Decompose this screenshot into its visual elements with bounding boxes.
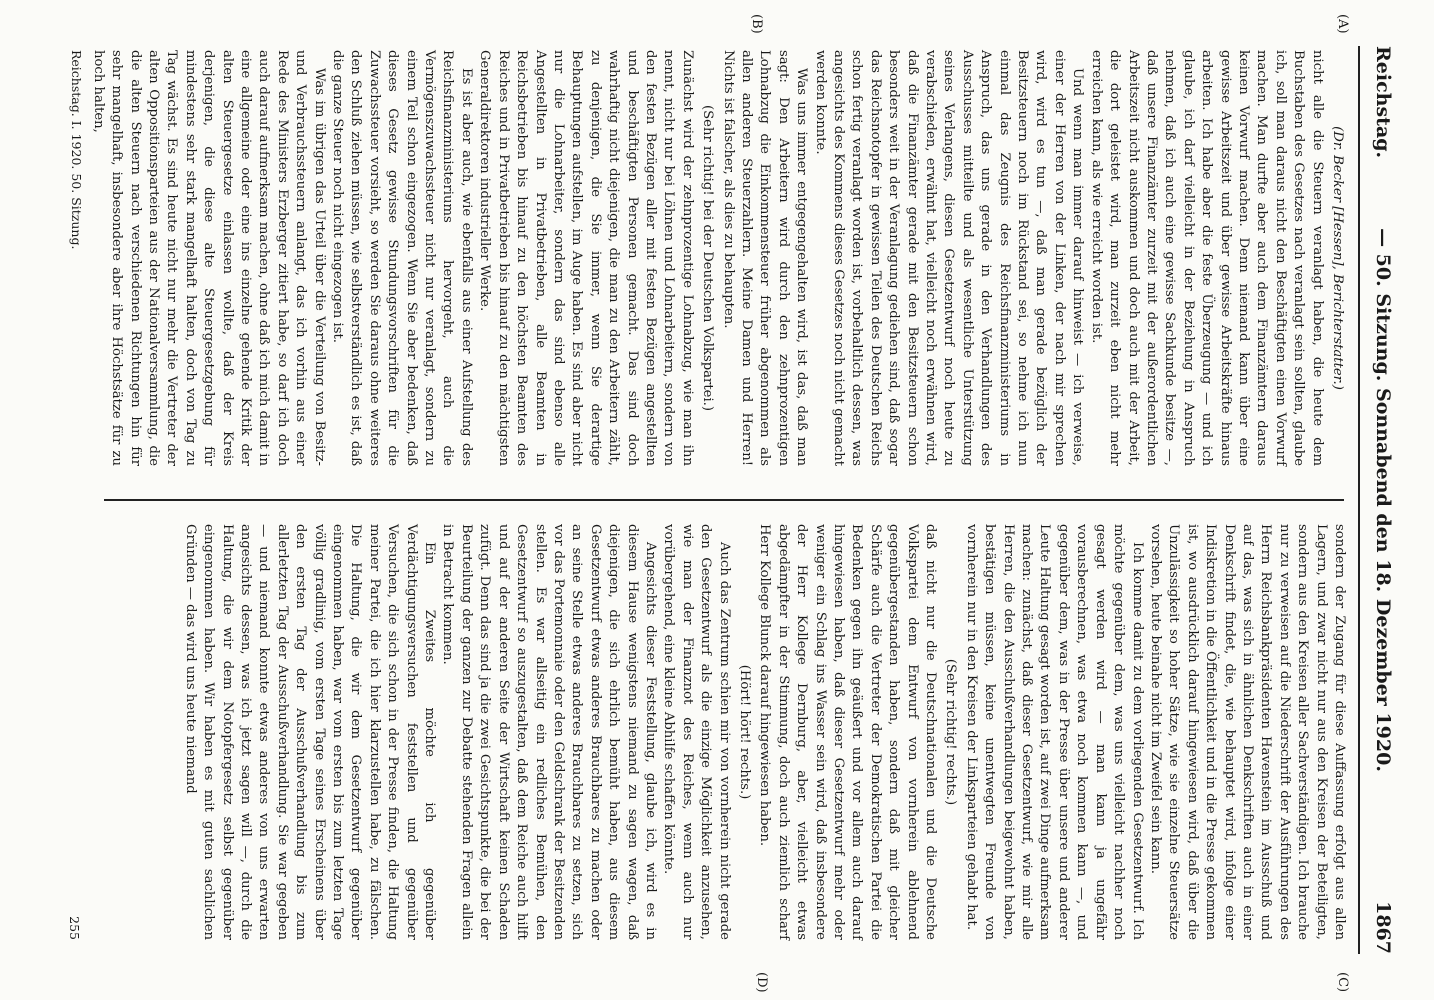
paragraph: nicht alle die Steuern veranlagt haben, die heute dem Buchstaben des Gesetzes nach veranlagt sein sollten, glaube ich, soll man daraus nicht den Beschäftigten einen Vorwurf machen. Man durfte aber auch dem Finanzämtern daraus keinen Vorwurf machen. Denn niemand kann über eine gewisse Arbeitszeit und über gewisse Arbeitskräfte hinaus arbeiten. Ich habe aber die feste Überzeugung — und ich glaube, ich darf vielleicht in der Beziehung in Anspruch nehmen, daß ich auch eine gewisse Sachkunde besitze —, daß unsere Finanzämter zurzeit mit der außerordentlichen Arbeitszeit nicht auskommen und doch auch mit der Arbeit, die dort geleistet wird, man zurzeit eben nicht mehr erreichen kann, als wie erreicht worden ist. — [1088, 50, 1325, 466]
column-divider — [104, 499, 1344, 501]
interjection: (Sehr richtig! rechts.) — [943, 658, 959, 806]
left-column — [90, 50, 1348, 466]
paragraph: Ein Zweites möchte ich gegenüber Verdächtigungsversuchen feststellen und gegenüber Versuchen, die sich schon in der Presse finden, die Haltung meiner Partei, die ich hier klarzustellen habe, zu fälschen. Die Haltung, die wir dem Gesetzentwurf gegenüber eingenommen haben, war vom ersten bis zum letzten Tage völlig gradlinig, vom ersten Tage seines Erscheinens über den ersten Tag der Ausschußverhandlung bis zum allerletzten Tag der Ausschußverhandlung. Sie war gegeben — und niemand konnte etwas anderes von uns erwarten angesichts dessen, was ich jetzt sagen will —, durch die Haltung, die wir dem Notopfergesetz selbst gegenüber eingenommen haben. Wir haben es mit guten sachlichen Gründen — das wird uns heute niemand — [182, 524, 438, 940]
header-session-date: — 50. Sitzung. Sonnabend den 18. Dezember 1920. — [1372, 228, 1394, 772]
interjection: (Hört! hört! rechts.) — [737, 664, 752, 800]
paragraph: sondern der Zugang für diese Auffassung erfolgt aus allen Lagern, und zwar nicht nur aus den Kreisen der Beteiligten, sondern aus den Kreisen aller Sachverständigen. Ich brauche nur zu verweisen auf die Niederschrift der Ausführungen des Herrn Reichsbankpräsidenten Havenstein im Ausschuß und auf das, was sich in ähnlichen Denkschriften auch in einer Denkschrift findet, die, wie behauptet wird, infolge einer Indiskretion in die Öffentlichkeit und in die Presse gekommen ist, wo ausdrücklich darauf hingewiesen wird, daß über die Unzulässigkeit so hoher Sätze, wie sie einzelne Steuersätze vorsehen, heute beinahe nicht im Zweifel sein kann. — [1147, 524, 1347, 940]
margin-marker-b: (B) — [749, 14, 764, 34]
paragraph: Es ist aber auch, wie ebenfalls aus einer Aufstellung des Reichsfinanzministeriums hervorgeht, auch die Vermögenszuwachssteuer nicht nur veranlagt, sondern zu einem Teil schon eingezogen. Wenn Sie aber bedenken, daß dieses Gesetz gewisse Stundungsvorschriften für die Zuwachssteuer vorsieht, so werden Sie daraus ohne weiteres den Schluß ziehen müssen, wie selbstverständlich es ist, daß die ganze Steuer noch nicht eingezogen ist. — [330, 50, 474, 466]
paragraph: Angesichts dieser Feststellung, glaube ich, wird es in diesem Hause wenigstens niemand zu sagen wagen, daß diejenigen, die sich ehrlich bemüht haben, aus diesem Gesetzentwurf etwas anderes Brauchbares zu machen oder an seine Stelle etwas anderes Brauchbares zu setzen, sich vor das Portemonnaie oder den Geldschrank der Besitzenden stellen. Es war allseitig ein redliches Bemühen, den Gesetzentwurf so auszugestalten, daß dem Reiche auch hilft und auf der anderen Seite der Wirtschaft keinen Schaden zufügt. Denn das sind ja die zwei Gesichtspunkte, die bei der Beurteilung der ganzen zur Debatte stehenden Fragen allein in Betracht kommen. — [440, 524, 658, 940]
header-reichstag: Reichstag. — [1372, 46, 1394, 159]
right-column — [98, 524, 1348, 940]
paragraph: daß nicht nur die Deutschnationalen und die Deutsche Volkspartei dem Entwurf von vornherein ablehnend gegenübergestanden haben, sondern daß mit gleicher Schärfe auch die Vertreter der Demokratischen Partei die Bedenken gegen ihn geäußert und vor allem auch darauf hingewiesen haben, daß dieser Gesetzentwurf mehr oder weniger ein Schlag ins Wasser sein wird, daß insbesondere der Herr Kollege Dernburg, aber, vielleicht etwas abgedämpfter in der Stimmung, doch auch ziemlich scharf Herr Kollege Blunck darauf hingewiesen haben. — [757, 524, 939, 940]
margin-marker-c: (C) — [1335, 972, 1350, 993]
paragraph: Und wenn man immer darauf hinweist — ich verweise, einer der Herren von der Linken, der nach mir sprechen wird, wird es tun —, daß man gerade bezüglich der Besitzsteuern noch im Rückstand sei, so nehme ich nun einmal das Zeugnis des Reichsfinanzministeriums in Anspruch, das uns gerade in den Verhandlungen des Ausschusses mitteilte und als wesentliche Unterstützung seines Verlangens, diesen Gesetzentwurf noch heute zu verabschieden, erwähnt hat, vielleicht noch erwähnen wird, daß die Finanzämter gerade mit den Besitzsteuern schon besonders weit in der Veranlagung gediehen sind, daß sogar das Reichsnotopfer in gewissen Teilen des Deutschen Reichs schon fertig veranlagt worden ist, vorbehaltlich dessen, was angesichts des Kommens dieses Gesetzes noch nicht gemacht werden konnte. — [812, 50, 1086, 466]
paragraph: Was im übrigen das Urteil über die Verteilung von Besitz- und Verbrauchssteuern anlangt, das ich vorhin aus einer Rede des Ministers Erzberger zitiert habe, so darf ich doch auch darauf aufmerksam machen, ohne daß ich mich damit in eine allgemeine oder eine ins einzelne gehende Kritik der alten Steuergesetze einlassen wollte, daß der Kreis derjenigen, die diese alte Steuergesetzgebung für mindestens sehr stark mangelhaft halten, doch von Tag zu Tag wächst. Es sind heute nicht nur mehr die Vertreter der alten Oppositionsparteien aus der Nationalversammlung, die die alten Steuern nach verschiedenen Richtungen hin für sehr mangelhaft, insbesondere aber ihre Höchstsätze für zu hoch halten, — [90, 50, 327, 466]
interjection: (Sehr richtig! bei der Deutschen Volkspartei.) — [700, 104, 716, 412]
paragraph: Zunächst wird der zehnprozentige Lohnabzug, wie man ihn nennt, nicht nur bei Löhnen und Lohnarbeitern, sondern von den festen Bezügen aller mit festen Bezügen angestellten und beschäftigten Personen gemacht. Das sind doch wahrhaftig nicht diejenigen, die man zu den Arbeitern zählt, zu denjenigen, die Sie immer, wenn Sie derartige Behauptungen aufstellen, im Auge haben. Es sind aber nicht nur die Lohnarbeiter, sondern das sind ebenso alle Angestellten in Privatbetrieben, alle Beamten in Reichsbetrieben bis hinauf zu den höchsten Beamten des Reiches und in Privatbetrieben bis hinauf zu den mächtigsten Generaldirektoren industrieller Werke. — [477, 50, 695, 466]
margin-marker-a: (A) — [1335, 14, 1350, 34]
page-header — [1358, 46, 1404, 954]
margin-marker-d: (D) — [754, 972, 769, 993]
header-column-number: 1867 — [1372, 901, 1394, 954]
paragraph: Auch das Zentrum schien mir von vornherein nicht gerade den Gesetzentwurf als die einzige Möglichkeit anzusehen, wie man der Finanznot des Reiches, wenn auch nur vorübergehend, eine kleine Abhilfe schaffen könnte. — [661, 524, 732, 940]
paragraph: Was uns immer entgegengehalten wird, ist das, daß man sagt: Den Arbeitern wird durch den zehnprozentigen Lohnabzug die Einkommensteuer früher abgenommen als allen anderen Steuerzahlern. Meine Damen und Herren! Nichts ist falscher, als dies zu behaupten. — [720, 50, 810, 466]
paragraph: Ich komme damit zu dem vorliegenden Gesetzentwurf. Ich möchte gegenüber dem, was uns vielleicht nachher noch gesagt werden wird — man kann ja ungefähr vorausberechnen, was etwa noch kommen kann —, und gegenüber dem, was in der Presse über unsere und anderer Leute Haltung gesagt worden ist, auf zwei Dinge aufmerksam machen: zunächst, daß dieser Gesetzentwurf, wie mir alle Herren, die den Ausschußverhandlungen beigewohnt haben, bestätigen müssen, keine unentwegten Freunde von vornherein nur in den Kreisen der Linksparteien gehabt hat. — [963, 524, 1145, 940]
speaker-line: (Dr. Becker [Hessen], Berichterstatter.) — [1330, 126, 1345, 390]
page-footer: Reichstag. I. 1920. 50. Sitzung. — [69, 50, 84, 250]
page-number: 255 — [67, 916, 82, 940]
